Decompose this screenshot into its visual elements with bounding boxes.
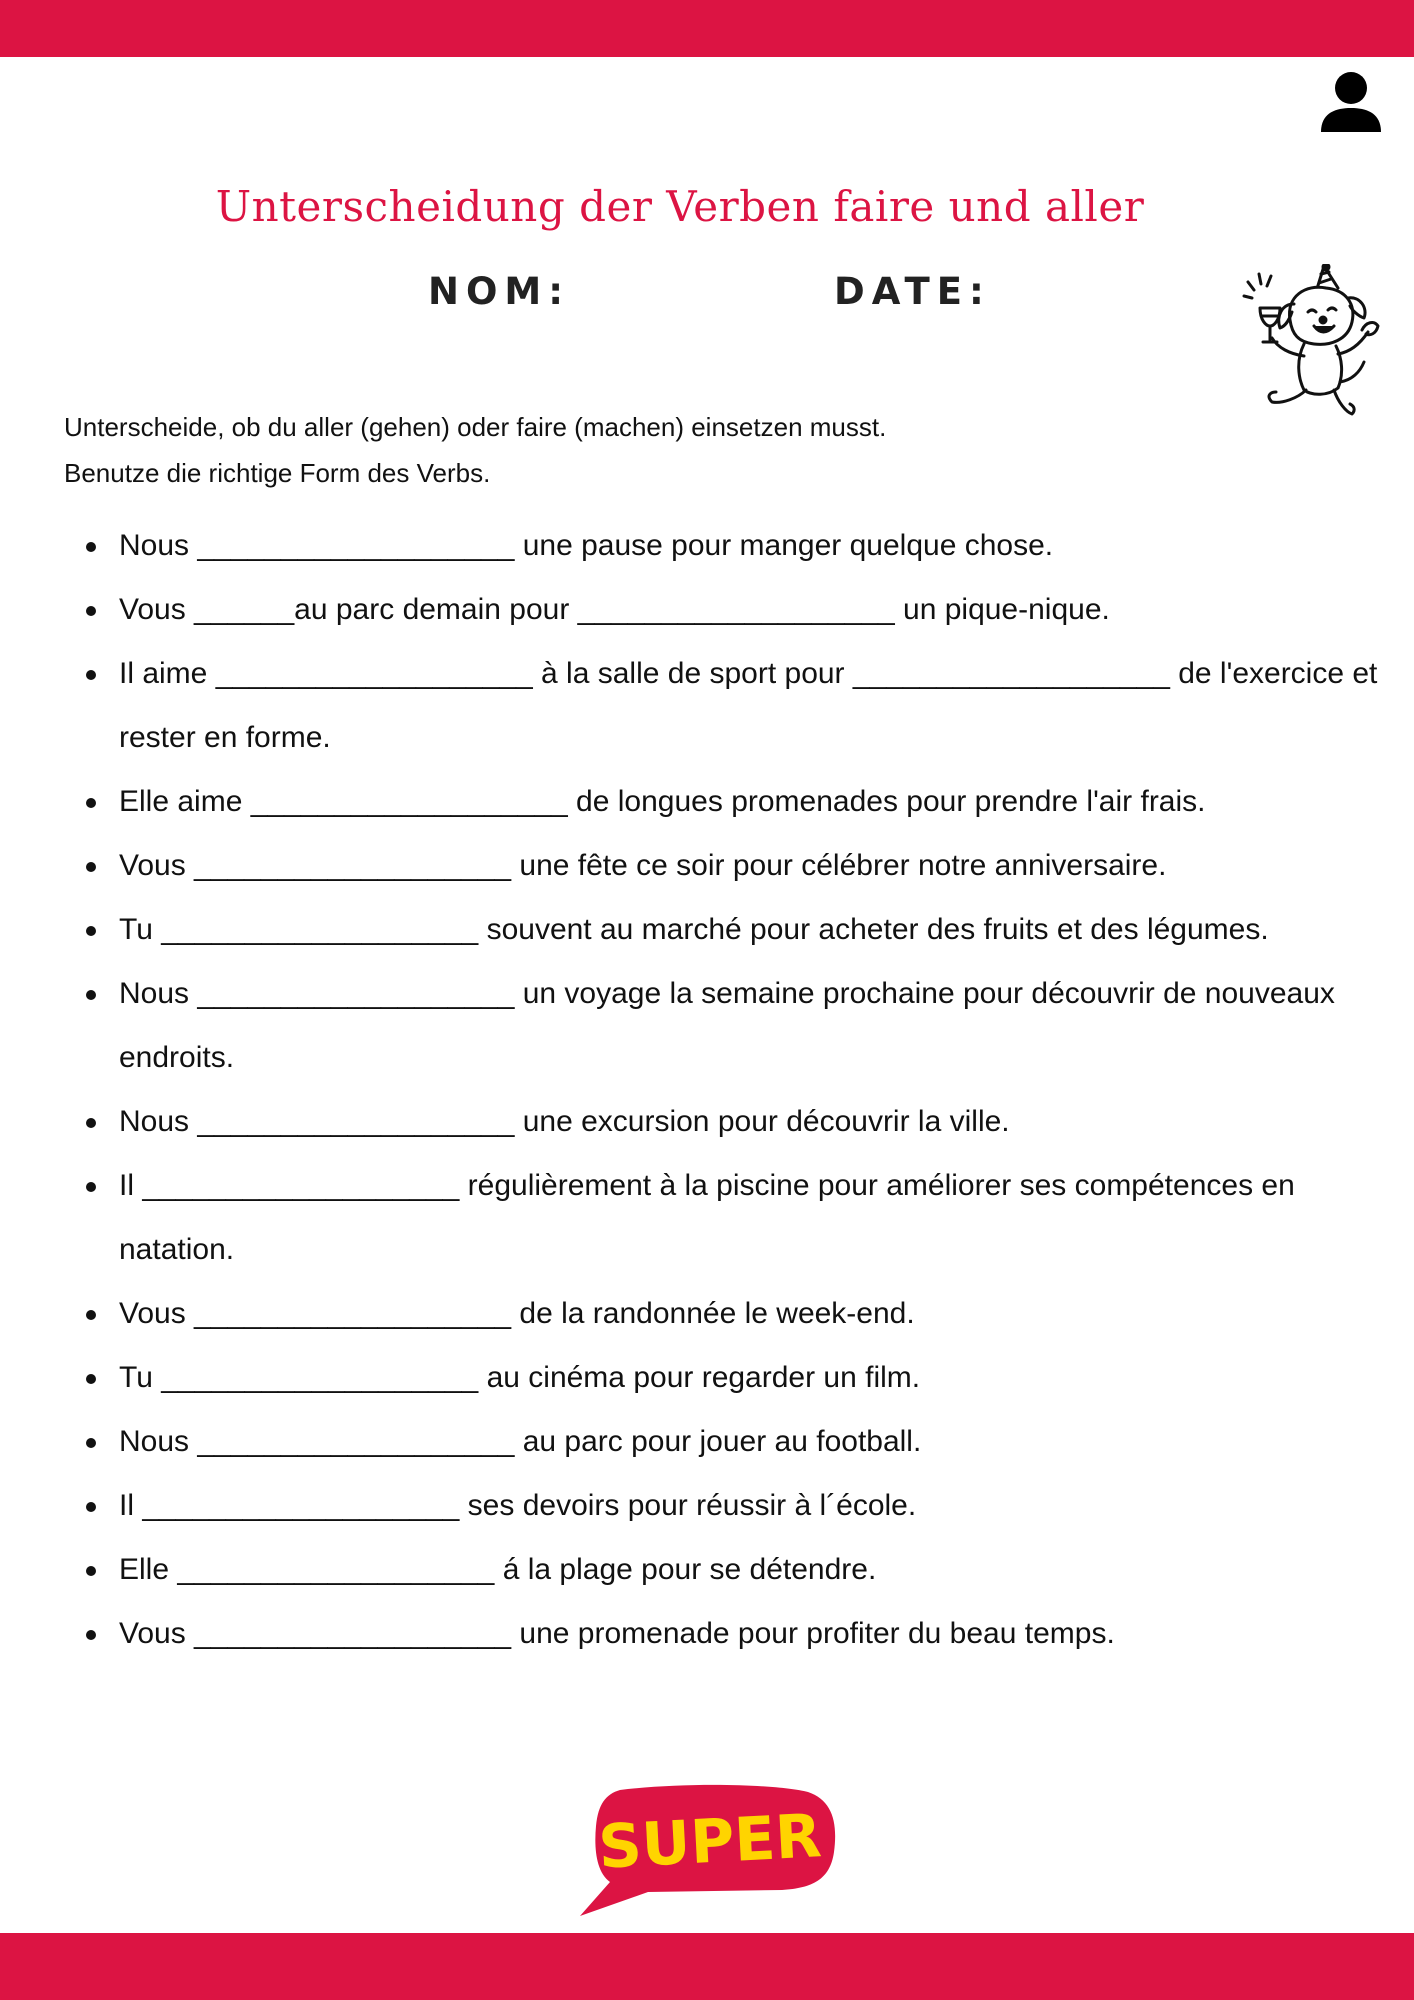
exercise-item: Elle aime ___________________ de longues promenades pour prendre l'air frais. [64,770,1384,834]
exercise-item: Il ___________________ régulièrement à la piscine pour améliorer ses compétences en natation. [64,1154,1384,1282]
party-dog-illustration [1242,264,1386,432]
bottom-accent-bar [0,1933,1414,2000]
exercise-list [64,514,1384,1666]
exercise-item: Nous ___________________ au parc pour jouer au football. [64,1410,1384,1474]
exercise-item: Tu ___________________ au cinéma pour regarder un film. [64,1346,1384,1410]
exercise-item: Nous ___________________ une excursion pour découvrir la ville. [64,1090,1384,1154]
exercise-item: Il aime ___________________ à la salle de sport pour ___________________ de l'exercice et rester en forme. [64,642,1384,770]
instructions [64,404,1214,496]
instructions-line-1: Unterscheide, ob du aller (gehen) oder faire (machen) einsetzen musst. [64,412,887,442]
exercise-item: Vous ___________________ une fête ce soir pour célébrer notre anniversaire. [64,834,1384,898]
exercise-item: Il ___________________ ses devoirs pour réussir à l´école. [64,1474,1384,1538]
top-accent-bar [0,0,1414,57]
exercise-item: Nous ___________________ une pause pour manger quelque chose. [64,514,1384,578]
sticker-text: SUPER [596,1801,824,1883]
name-label: NOM: [428,270,571,313]
exercise-item: Vous ___________________ de la randonnée le week-end. [64,1282,1384,1346]
worksheet-title: Unterscheidung der Verben faire und aller [215,182,1145,231]
exercise-item: Vous ___________________ une promenade pour profiter du beau temps. [64,1602,1384,1666]
super-sticker [576,1782,840,1918]
instructions-line-2: Benutze die richtige Form des Verbs. [64,458,491,488]
exercise-item: Vous ______au parc demain pour ___________________ un pique-nique. [64,578,1384,642]
exercise-item: Tu ___________________ souvent au marché pour acheter des fruits et des légumes. [64,898,1384,962]
exercise-item: Nous ___________________ un voyage la semaine prochaine pour découvrir de nouveaux endroits. [64,962,1384,1090]
exercise-item: Elle ___________________ á la plage pour se détendre. [64,1538,1384,1602]
date-label: DATE: [834,270,991,313]
user-icon [1318,70,1384,136]
